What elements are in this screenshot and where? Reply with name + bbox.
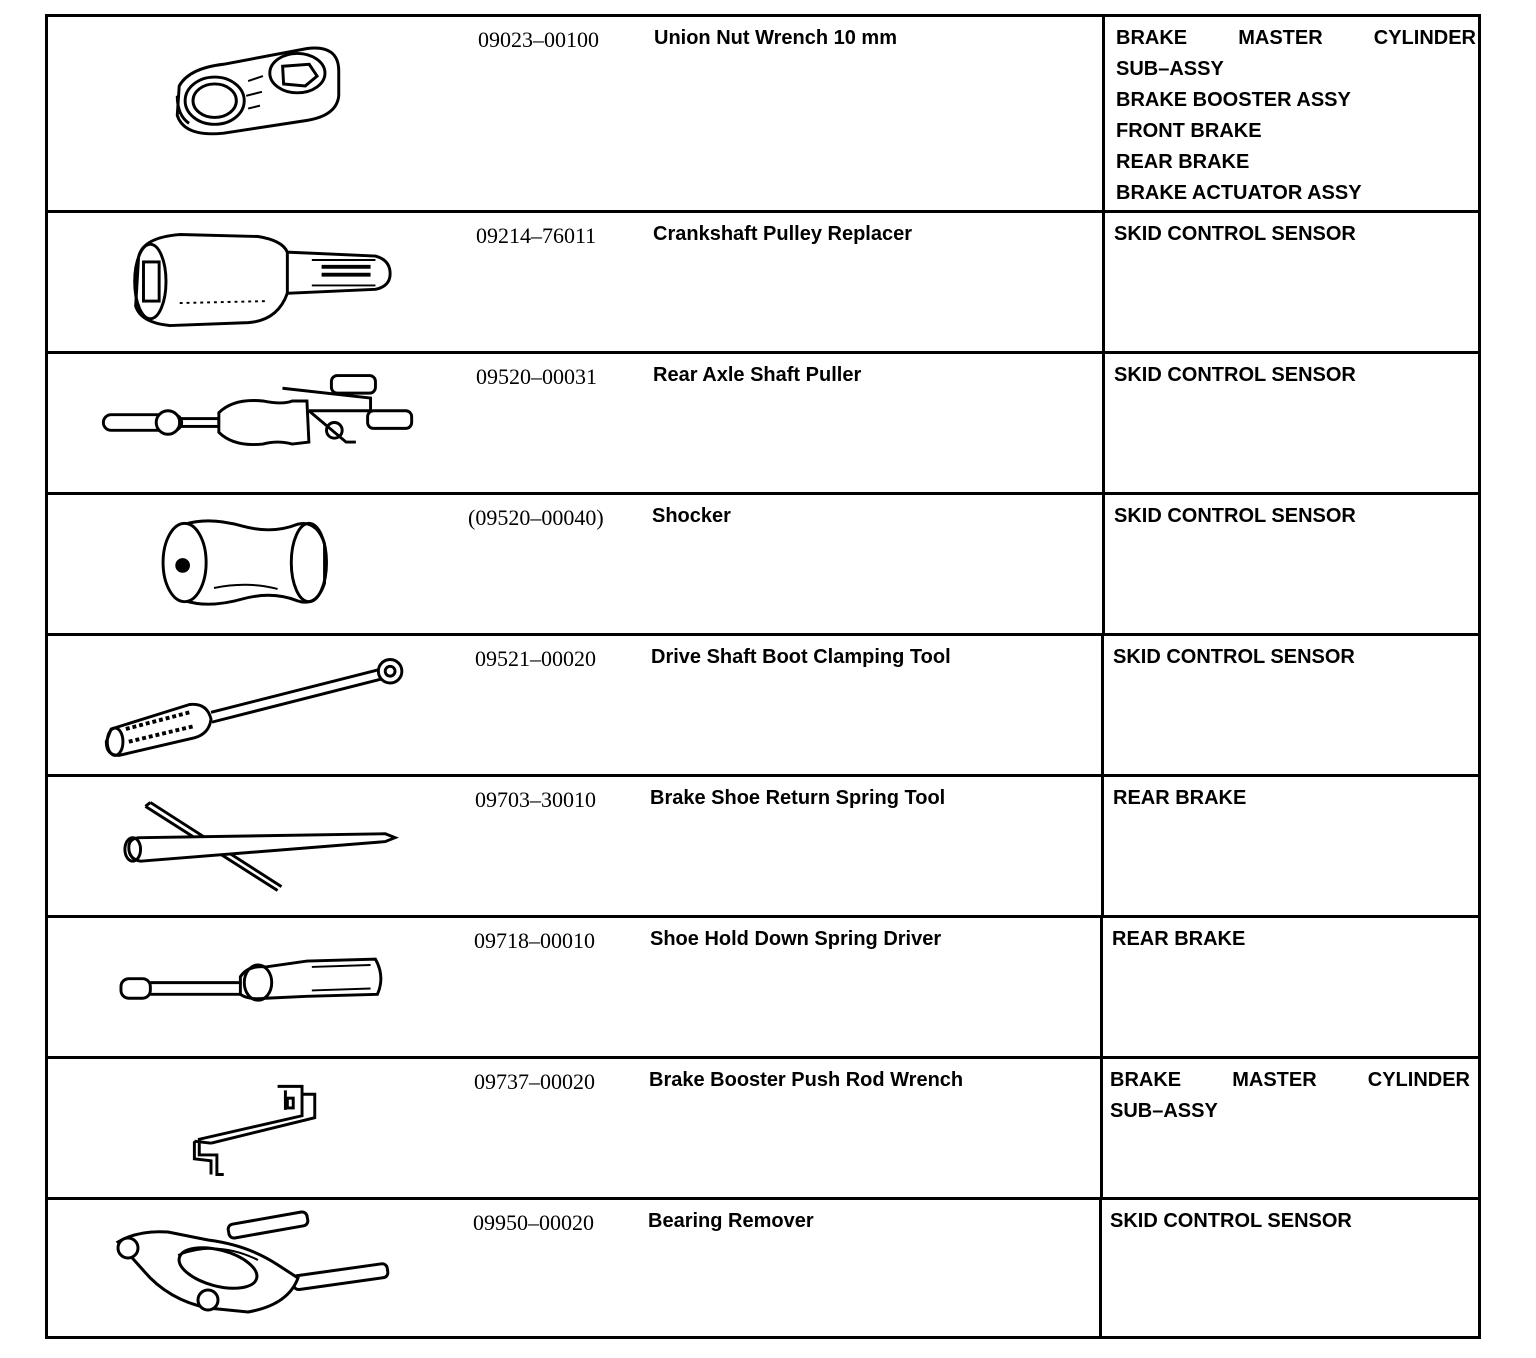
tool-name: Shoe Hold Down Spring Driver xyxy=(650,928,942,950)
usage-item: SUB–ASSY xyxy=(1110,1100,1218,1122)
usage-word: MASTER xyxy=(1232,1069,1317,1091)
table-row xyxy=(48,1200,1478,1336)
return-spring-tool-icon xyxy=(48,777,468,915)
usage-word: BRAKE xyxy=(1110,1069,1182,1091)
table-row xyxy=(48,777,1478,918)
usage-item: SKID CONTROL SENSOR xyxy=(1114,223,1356,245)
tool-name: Union Nut Wrench 10 mm xyxy=(654,27,897,49)
tool-name: Drive Shaft Boot Clamping Tool xyxy=(651,646,951,668)
usage-item: REAR BRAKE xyxy=(1112,928,1246,950)
usage-item: BRAKE ACTUATOR ASSY xyxy=(1116,182,1362,204)
usage-list xyxy=(1113,783,1473,814)
usage-word: CYLINDER xyxy=(1373,27,1476,49)
tool-name: Crankshaft Pulley Replacer xyxy=(653,223,912,245)
table-row xyxy=(48,495,1478,636)
usage-item: REAR BRAKE xyxy=(1113,787,1247,809)
usage-item xyxy=(1116,23,1476,54)
tool-name: Bearing Remover xyxy=(648,1210,814,1232)
column-divider xyxy=(1102,17,1105,210)
usage-item xyxy=(1110,1065,1470,1096)
part-number: 09703–30010 xyxy=(475,787,596,812)
usage-item: SKID CONTROL SENSOR xyxy=(1113,646,1355,668)
part-number: 09718–00010 xyxy=(474,928,595,953)
usage-item: BRAKE BOOSTER ASSY xyxy=(1116,89,1351,111)
usage-list xyxy=(1110,1206,1470,1237)
rear-axle-shaft-puller-icon xyxy=(48,354,468,492)
table-row xyxy=(48,17,1478,213)
usage-word: MASTER xyxy=(1238,27,1323,49)
part-number: 09520–00031 xyxy=(476,364,597,389)
column-divider xyxy=(1099,1200,1102,1336)
usage-list xyxy=(1112,924,1472,955)
usage-item: SKID CONTROL SENSOR xyxy=(1114,364,1356,386)
boot-clamping-tool-icon xyxy=(48,636,468,774)
usage-list xyxy=(1116,23,1476,209)
usage-list xyxy=(1114,219,1474,250)
table-row xyxy=(48,354,1478,495)
usage-item: SKID CONTROL SENSOR xyxy=(1114,505,1356,527)
bearing-remover-icon xyxy=(48,1200,468,1336)
usage-word: BRAKE xyxy=(1116,27,1188,49)
union-nut-wrench-icon xyxy=(48,17,468,210)
part-number: (09520–00040) xyxy=(468,505,604,530)
part-number: 09737–00020 xyxy=(474,1069,595,1094)
column-divider xyxy=(1101,777,1104,915)
usage-list xyxy=(1110,1065,1470,1127)
part-number: 09521–00020 xyxy=(475,646,596,671)
usage-item: SUB–ASSY xyxy=(1116,58,1224,80)
table-row xyxy=(48,1059,1478,1200)
column-divider xyxy=(1102,213,1105,351)
crankshaft-pulley-replacer-icon xyxy=(48,213,468,351)
column-divider xyxy=(1100,1059,1103,1197)
push-rod-wrench-icon xyxy=(48,1059,468,1197)
table-row xyxy=(48,918,1478,1059)
part-number: 09214–76011 xyxy=(476,223,597,248)
usage-list xyxy=(1113,642,1473,673)
column-divider xyxy=(1101,636,1104,774)
usage-item: FRONT BRAKE xyxy=(1116,120,1262,142)
table-row xyxy=(48,636,1478,777)
usage-list xyxy=(1114,360,1474,391)
spring-driver-icon xyxy=(48,918,468,1056)
tool-name: Rear Axle Shaft Puller xyxy=(653,364,862,386)
tool-name: Brake Shoe Return Spring Tool xyxy=(650,787,946,809)
usage-item: SKID CONTROL SENSOR xyxy=(1110,1210,1352,1232)
table-row xyxy=(48,213,1478,354)
column-divider xyxy=(1100,918,1103,1056)
special-service-tools-table xyxy=(45,14,1481,1339)
usage-word: CYLINDER xyxy=(1367,1069,1470,1091)
usage-list xyxy=(1114,501,1474,532)
shocker-icon xyxy=(48,495,468,633)
tool-name: Shocker xyxy=(652,505,731,527)
tool-name: Brake Booster Push Rod Wrench xyxy=(649,1069,964,1091)
column-divider xyxy=(1102,354,1105,492)
part-number: 09023–00100 xyxy=(478,27,599,52)
usage-item: REAR BRAKE xyxy=(1116,151,1250,173)
column-divider xyxy=(1102,495,1105,633)
part-number: 09950–00020 xyxy=(473,1210,594,1235)
